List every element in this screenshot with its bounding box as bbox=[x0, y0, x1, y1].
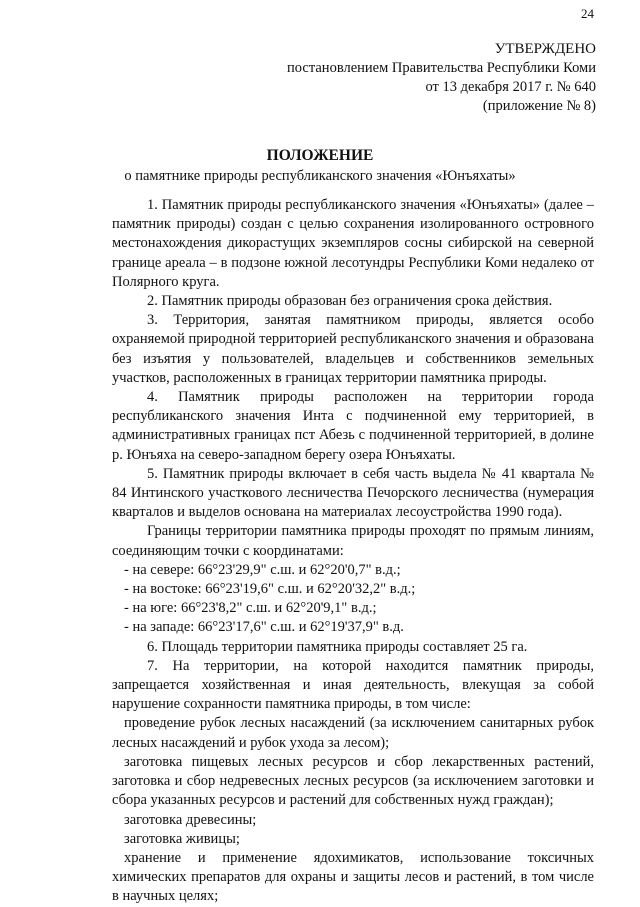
page-number: 24 bbox=[581, 6, 594, 21]
coordinate-east: - на востоке: 66°23'19,6" с.ш. и 62°20'32,2" в.д.; bbox=[124, 581, 416, 598]
paragraph-4: 4. Памятник природы расположен на территории города республиканского значения Инта с подчиненной ему территорией, в административных границах пст Абезь с подчиненной территорией, в долине р. Юнъяха на северо-западном берегу озера Юнъяхаты. bbox=[112, 389, 594, 463]
boundary-paragraph: Границы территории памятника природы проходят по прямым линиям, соединяющим точки с координатами: bbox=[112, 523, 594, 559]
approval-date: от 13 декабря 2017 г. № 640 bbox=[425, 79, 596, 95]
coordinate-north: - на севере: 66°23'29,9" с.ш. и 62°20'0,7" в.д.; bbox=[124, 561, 401, 578]
prohibited-item: заготовка древесины; bbox=[124, 811, 257, 828]
document-body bbox=[112, 196, 594, 907]
paragraph-1: 1. Памятник природы республиканского значения «Юнъяхаты» (далее – памятник природы) создан с целью сохранения изолированного островного местонахождения дикорастущих экземпляров сосны сибирской на северной границе ареала – в подзоне южной лесотундры Республики Коми недалеко от Полярного круга. bbox=[112, 197, 594, 290]
approval-stamp bbox=[216, 40, 596, 116]
paragraph-2: 2. Памятник природы образован без ограничения срока действия. bbox=[147, 293, 553, 310]
prohibited-item: проведение рубок лесных насаждений (за исключением санитарных рубок лесных насаждений и рубок ухода за лесом); bbox=[112, 715, 594, 751]
prohibited-item: заготовка пищевых лесных ресурсов и сбор лекарственных растений, заготовка и сбор недревесных лесных ресурсов (за исключением заготовки и сбора указанных ресурсов и растений для собственных нужд граждан); bbox=[112, 753, 594, 809]
coordinate-west: - на западе: 66°23'17,6" с.ш. и 62°19'37,9" в.д. bbox=[124, 619, 404, 636]
approval-decree: постановлением Правительства Республики Коми bbox=[287, 60, 596, 76]
document-title: ПОЛОЖЕНИЕ bbox=[266, 147, 374, 164]
paragraph-6: 6. Площадь территории памятника природы составляет 25 га. bbox=[147, 638, 528, 655]
approval-appendix: (приложение № 8) bbox=[482, 98, 596, 114]
document-subtitle: о памятнике природы республиканского значения «Юнъяхаты» bbox=[124, 168, 516, 184]
coordinate-south: - на юге: 66°23'8,2" с.ш. и 62°20'9,1" в.д.; bbox=[124, 600, 377, 617]
paragraph-5: 5. Памятник природы включает в себя часть выдела № 41 квартала № 84 Интинского участкового лесничества Печорского лесничества (нумерация кварталов и выделов основана на материалах лесоустройства 1990 года). bbox=[112, 465, 594, 521]
approval-heading: УТВЕРЖДЕНО bbox=[494, 41, 596, 57]
prohibited-item: хранение и применение ядохимикатов, использование токсичных химических препаратов для охраны и защиты лесов и растений, в том числе в научных целях; bbox=[112, 849, 594, 905]
paragraph-3: 3. Территория, занятая памятником природы, является особо охраняемой природной территорией республиканского значения и образована без изъятия у пользователей, владельцев и собственников земельных участков, расположенных в границах территории памятника природы. bbox=[112, 312, 594, 386]
prohibited-item: заготовка живицы; bbox=[124, 830, 240, 847]
paragraph-7: 7. На территории, на которой находится памятник природы, запрещается хозяйственная и иная деятельность, влекущая за собой нарушение сохранности памятника природы, в том числе: bbox=[112, 657, 594, 713]
